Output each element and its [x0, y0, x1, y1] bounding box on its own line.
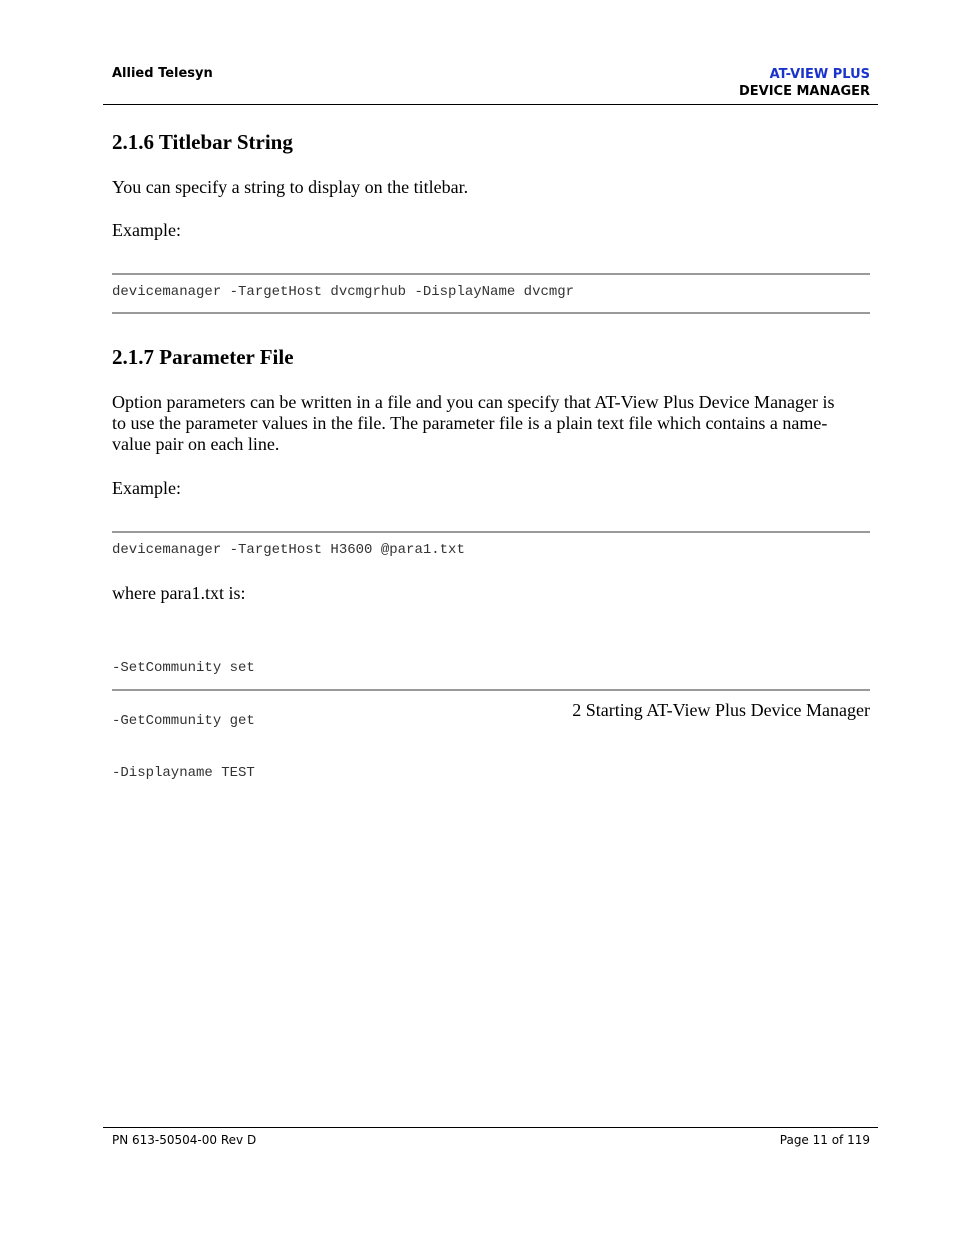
chapter-footer: 2 Starting AT-View Plus Device Manager: [572, 700, 870, 720]
parameter-example-label: Example:: [112, 478, 181, 498]
where-text: where para1.txt is:: [112, 583, 246, 603]
param-file-contents: [112, 625, 255, 800]
product-line-1: AT-VIEW PLUS: [769, 67, 870, 82]
product-title: [739, 66, 870, 100]
code-rule-top: [112, 273, 870, 275]
product-line-2: DEVICE MANAGER: [738, 84, 870, 99]
param-line: -GetCommunity get: [112, 712, 255, 729]
parameter-code-example: devicemanager -TargetHost H3600 @para1.txt: [112, 542, 465, 558]
description-line: value pair on each line.: [112, 434, 280, 454]
company-name: Allied Telesyn: [112, 66, 213, 81]
code-rule-top: [112, 531, 870, 533]
section-heading-parameter-file: 2.1.7 Parameter File: [112, 345, 294, 369]
titlebar-description: You can specify a string to display on the titlebar.: [112, 177, 469, 197]
code-rule-bottom: [112, 689, 870, 691]
param-line: -Displayname TEST: [112, 765, 255, 781]
page-number: Page 11 of 119: [779, 1133, 870, 1147]
parameter-file-description: [112, 392, 872, 455]
part-number: PN 613-50504-00 Rev D: [112, 1133, 257, 1147]
description-line: to use the parameter values in the file. The parameter file is a plain text file which contains a name-: [112, 413, 828, 433]
section-heading-titlebar: 2.1.6 Titlebar String: [112, 130, 293, 154]
param-line: -SetCommunity set: [112, 660, 255, 676]
description-line: Option parameters can be written in a file and you can specify that AT-View Plus Device Manager is: [112, 392, 835, 412]
code-rule-bottom: [112, 312, 870, 314]
header-rule: [103, 104, 878, 105]
titlebar-example-label: Example:: [112, 220, 181, 240]
footer-rule: [103, 1127, 878, 1128]
titlebar-code-example: devicemanager -TargetHost dvcmgrhub -DisplayName dvcmgr: [112, 284, 575, 300]
